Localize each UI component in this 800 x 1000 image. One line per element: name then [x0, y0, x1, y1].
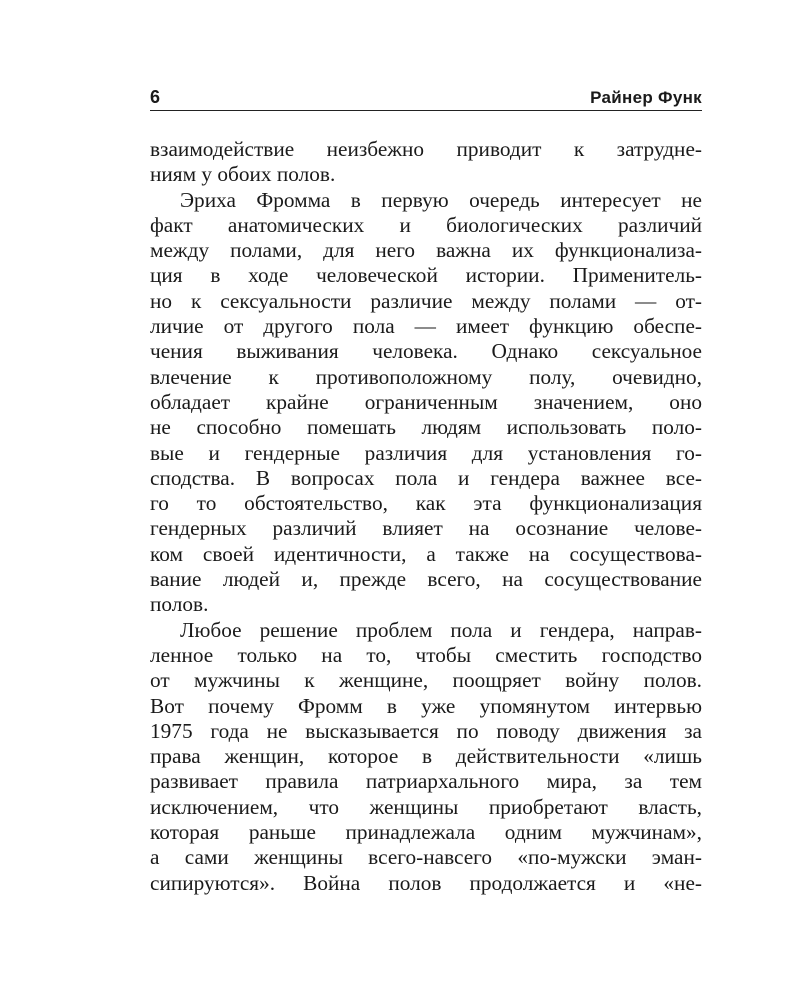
text-line: от мужчины к женщине, поощряет войну полов.	[150, 668, 702, 693]
text-line: 1975 года не высказывается по поводу движения за	[150, 718, 702, 743]
text-line: личие от другого пола — имеет функцию обеспе-	[150, 314, 702, 339]
page-number: 6	[150, 87, 161, 107]
text-line: сипируются». Война полов продолжается и «не-	[150, 870, 702, 895]
body-text	[150, 137, 702, 896]
text-line: полов.	[150, 592, 209, 617]
text-line: ция в ходе человеческой истории. Применитель-	[150, 263, 702, 288]
text-line: го то обстоятельство, как эта функционализация	[150, 491, 702, 516]
text-line: факт анатомических и биологических различий	[150, 212, 702, 237]
book-page	[150, 82, 702, 896]
text-line: между полами, для него важна их функционализа-	[150, 238, 702, 263]
text-line: а сами женщины всего-навсего «по-мужски эман-	[150, 845, 702, 870]
text-line: чения выживания человека. Однако сексуальное	[150, 339, 702, 364]
text-line: Эриха Фромма в первую очередь интересует не	[180, 187, 702, 212]
text-line: ком своей идентичности, а также на сосуществова-	[150, 541, 702, 566]
text-line: взаимодействие неизбежно приводит к затрудне-	[150, 137, 702, 161]
text-line: обладает крайне ограниченным значением, оно	[150, 389, 702, 414]
text-line: гендерных различий влияет на осознание челове-	[150, 516, 702, 541]
text-line: вые и гендерные различия для установления го-	[150, 440, 702, 465]
text-line: права женщин, которое в действительности «лишь	[150, 744, 702, 769]
running-head	[150, 82, 702, 111]
running-title: Райнер Функ	[590, 88, 702, 107]
text-line: не способно помешать людям использовать поло-	[150, 415, 702, 440]
text-line: влечение к противоположному полу, очевидно,	[150, 364, 702, 389]
text-line: ниям у обоих полов.	[150, 162, 336, 187]
text-line: вание людей и, прежде всего, на сосуществование	[150, 567, 702, 592]
text-line: но к сексуальности различие между полами — от-	[150, 288, 702, 313]
text-line: ленное только на то, чтобы сместить господство	[150, 642, 702, 667]
text-line: Любое решение проблем пола и гендера, направ-	[180, 617, 702, 642]
text-line: исключением, что женщины приобретают власть,	[150, 794, 702, 819]
text-line: сподства. В вопросах пола и гендера важнее все-	[150, 465, 702, 490]
text-line: развивает правила патриархального мира, за тем	[150, 769, 702, 794]
text-line: которая раньше принадлежала одним мужчинам»,	[150, 820, 702, 845]
text-line: Вот почему Фромм в уже упомянутом интервью	[150, 693, 702, 718]
